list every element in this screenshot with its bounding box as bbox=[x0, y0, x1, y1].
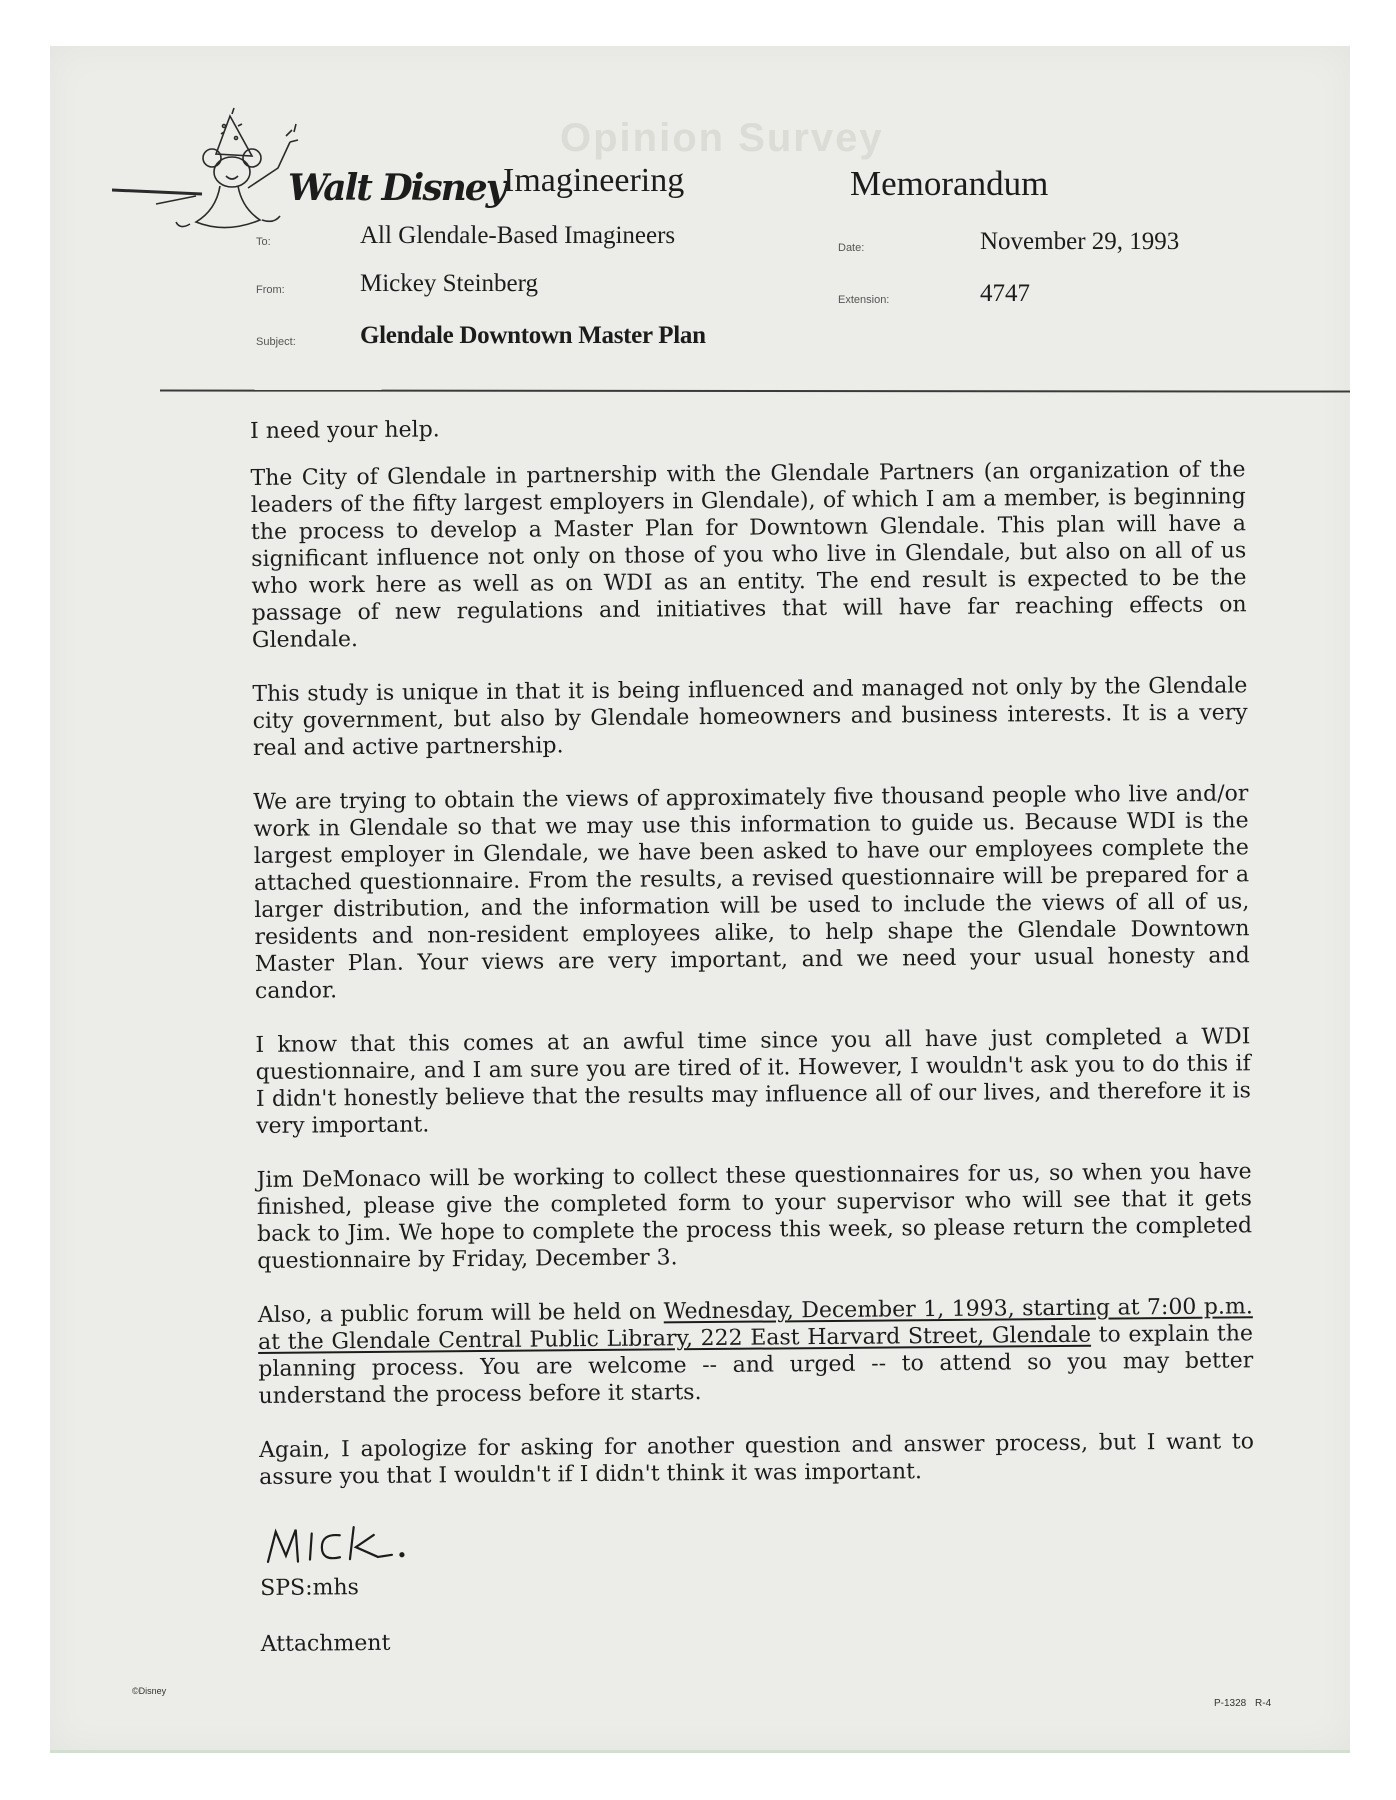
paragraph-6 bbox=[258, 1293, 1254, 1410]
header-divider bbox=[160, 389, 1350, 392]
to-label: To: bbox=[256, 236, 271, 248]
extension-label: Extension: bbox=[838, 294, 890, 306]
logo-lettering: Walt Disney bbox=[288, 167, 505, 209]
paragraph-3: We are trying to obtain the views of approximately five thousand people who live and/or work in Glendale so that we may use this information to guide us. Because WDI is the largest employer in Glendale, we have been asked to have our employees complete the attached questionnaire. From the results, a revised questionnaire will be prepared for a larger distribution, and the information will be used to include the views of all of us, residents and non-resident employees alike, to help shape the Glendale Downtown Master Plan. Your views are very important, and we need your usual honesty and candor. bbox=[253, 781, 1250, 1004]
paragraph-2: This study is unique in that it is being influenced and managed not only by the Glendale city government, but also by Glendale homeowners and business interests. It is a very real and active partnership. bbox=[252, 673, 1248, 761]
from-value: Mickey Steinberg bbox=[360, 270, 538, 297]
paragraph-7: Again, I apologize for asking for another question and answer process, but I want to assure you that I wouldn't if I didn't think it was important. bbox=[258, 1429, 1255, 1490]
forum-details: Wednesday, December 1, 1993, starting at 7:00 p.m. at the Glendale Central Public Library, 222 East Harvard Street, Glendale bbox=[257, 1294, 1253, 1355]
paragraph-5: Jim DeMonaco will be working to collect these questionnaires for us, so when you have finished, please give the completed form to your supervisor who will see that it gets back to Jim. We hope to complete the process this week, so please return the completed questionnaire by Friday, December 3. bbox=[256, 1159, 1253, 1274]
to-value: All Glendale-Based Imagineers bbox=[360, 222, 676, 249]
forum-purpose: to explain the planning process. You are welcome -- and urged -- to attend so you may better understand the process before it starts. bbox=[258, 1321, 1254, 1409]
paragraph-1: The City of Glendale in partnership with the Glendale Partners (an organization of the leaders of the fifty largest employers in Glendale), of which I am a member, is beginning the process to develop a Master Plan for Downtown Glendale. This plan will have a significant influence not only on those of you who live in Glendale, but also on all of us who work here as well as on WDI as an entity. The end result is expected to be the passage of new regulations and initiatives that will have far reaching effects on Glendale. bbox=[250, 457, 1247, 653]
handwritten-signature bbox=[264, 1517, 414, 1570]
forum-intro: Also, a public forum will be held on bbox=[257, 1299, 664, 1328]
extension-value: 4747 bbox=[980, 280, 1030, 307]
walt-disney-logo bbox=[288, 154, 508, 214]
date-label: Date: bbox=[838, 242, 865, 254]
copyright-mark: ©Disney bbox=[132, 1686, 167, 1696]
greeting: I need your help. bbox=[250, 417, 440, 444]
brand-name: Imagineering bbox=[503, 162, 685, 199]
subject-value: Glendale Downtown Master Plan bbox=[360, 322, 706, 349]
memo-body bbox=[250, 409, 1256, 1686]
typist-initials: SPS:mhs bbox=[260, 1575, 360, 1601]
memo-title: Memorandum bbox=[850, 164, 1049, 203]
attachment-note: Attachment bbox=[260, 1630, 391, 1657]
form-number: P-1328 R-4 bbox=[1214, 1698, 1272, 1709]
subject-label: Subject: bbox=[256, 336, 296, 348]
date-value: November 29, 1993 bbox=[980, 228, 1180, 255]
show-through-text: Opinion Survey bbox=[560, 116, 884, 160]
from-label: From: bbox=[256, 284, 285, 296]
memo-page bbox=[50, 46, 1350, 1753]
paragraph-4: I know that this comes at an awful time since you all have just completed a WDI questionnaire, and I am sure you are tired of it. However, I wouldn't ask you to do this if I didn't honestly believe that the results may influence all of our lives, and therefore it is very important. bbox=[255, 1024, 1252, 1139]
